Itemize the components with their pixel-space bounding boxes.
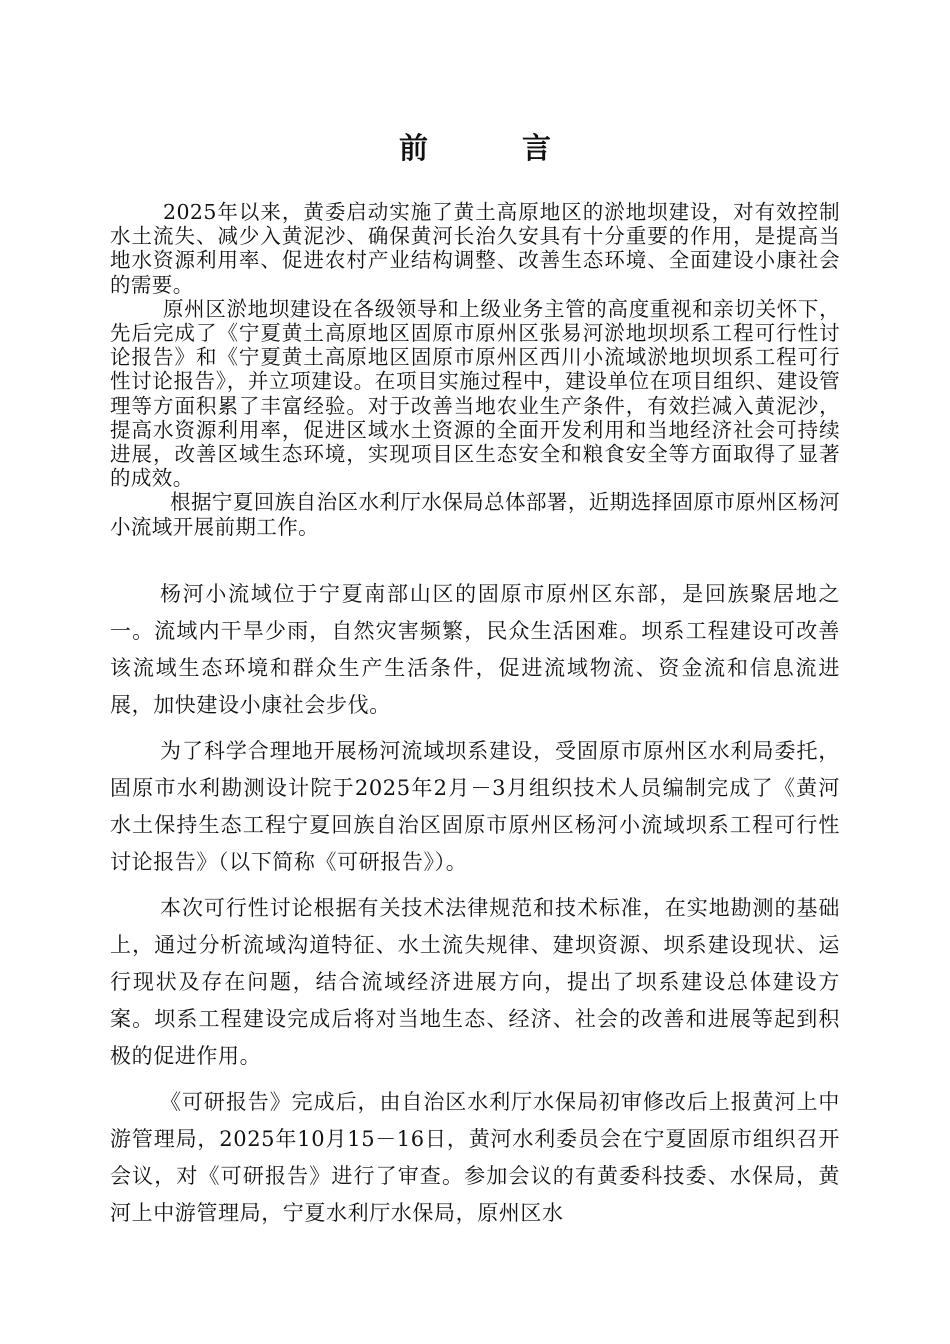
paragraph-4: 杨河小流域位于宁夏南部山区的固原市原州区东部，是回族聚居地之一。流域内干旱少雨，自然灾害频繁，民众生活困难。坝系工程建设可改善该流域生态环境和群众生产生活条件，促进流域物流、资金流和信息流进展，加快建设小康社会步伐。 — [110, 582, 840, 717]
dense-text-section — [110, 200, 840, 539]
paragraph-5: 为了科学合理地开展杨河流域坝系建设，受固原市原州区水利局委托，固原市水利勘测设计院于2025年2月－3月组织技术人员编制完成了《黄河水土保持生态工程宁夏回族自治区固原市原州区杨河小流域坝系工程可行性讨论报告》（以下简称《可研报告》）。 — [110, 739, 840, 874]
paragraph-7: 《可研报告》完成后，由自治区水利厅水保局初审修改后上报黄河上中游管理局，2025年10月15－16日，黄河水利委员会在宁夏固原市组织召开会议，对《可研报告》进行了审查。参加会议的有黄委科技委、水保局，黄河上中游管理局，宁夏水利厅水保局，原州区水 — [110, 1090, 840, 1225]
paragraph-3: 根据宁夏回族自治区水利厅水保局总体部署，近期选择固原市原州区杨河小流域开展前期工作。 — [110, 490, 840, 539]
loose-text-section — [110, 576, 840, 1241]
paragraph-1: 2025年以来，黄委启动实施了黄土高原地区的淤地坝建设，对有效控制水土流失、减少入黄泥沙、确保黄河长治久安具有十分重要的作用，是提高当地水资源利用率、促进农村产业结构调整、改善生态环境、全面建设小康社会的需要。 — [110, 200, 840, 297]
paragraph-2: 原州区淤地坝建设在各级领导和上级业务主管的高度重视和亲切关怀下，先后完成了《宁夏黄土高原地区固原市原州区张易河淤地坝坝系工程可行性讨论报告》和《宁夏黄土高原地区固原市原州区西川小流域淤地坝坝系工程可行性讨论报告》，并立项建设。在项目实施过程中，建设单位在项目组织、建设管理等方面积累了丰富经验。对于改善当地农业生产条件，有效拦减入黄泥沙，提高水资源利用率，促进区域水土资源的全面开发利用和当地经济社会可持续进展，改善区域生态环境，实现项目区生态安全和粮食安全等方面取得了显著的成效。 — [110, 296, 840, 491]
page-title: 前 言 — [398, 131, 594, 165]
paragraph-6: 本次可行性讨论根据有关技术法律规范和技术标准，在实地勘测的基础上，通过分析流域沟道特征、水土流失规律、建坝资源、坝系建设现状、运行现状及存在问题，结合流域经济进展方向，提出了坝系建设总体建设方案。坝系工程建设完成后将对当地生态、经济、社会的改善和进展等起到积极的促进作用。 — [110, 896, 840, 1068]
